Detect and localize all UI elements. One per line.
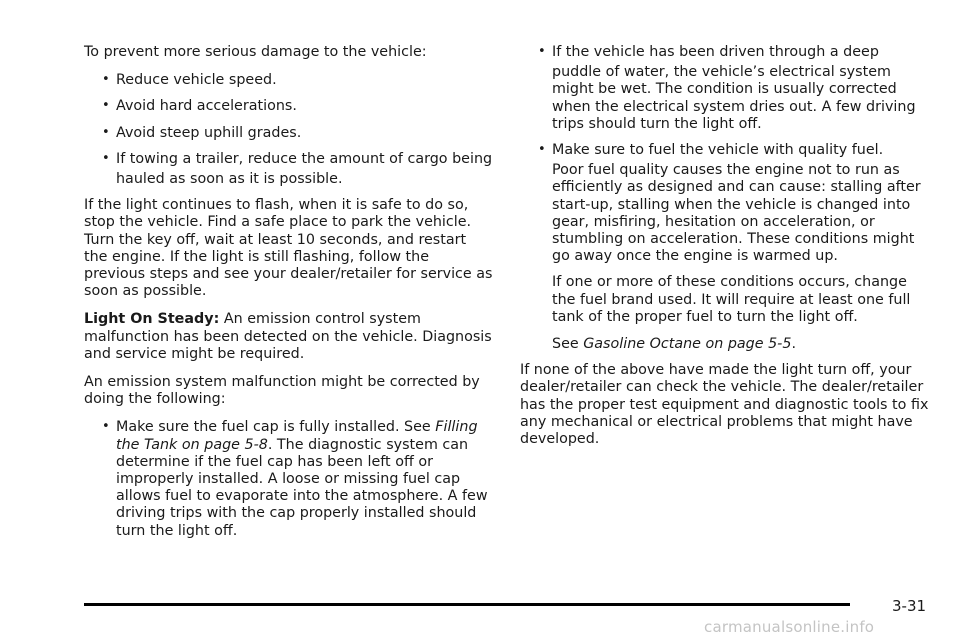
steady-label: Light On Steady: bbox=[84, 311, 220, 328]
bullet-text: Poor fuel quality causes the engine not to run as efficiently as designed and can cause: stalling after start-up, stalling when the vehicle is changed into gear, misfiring, hesitation on acceleration, or stumbling on acceleration. These conditions might go away once the engine is warmed up. bbox=[552, 162, 921, 265]
right-column bbox=[520, 44, 930, 459]
bullet-icon: • bbox=[102, 150, 110, 166]
bullet-icon: • bbox=[538, 142, 546, 158]
bullet-icon: • bbox=[102, 124, 110, 140]
bullet-text-first-line: If the vehicle has been driven through a deep bbox=[552, 44, 879, 60]
bullet-item bbox=[84, 98, 494, 115]
see-reference-paragraph bbox=[520, 336, 930, 353]
bullet-icon: • bbox=[102, 98, 110, 114]
footer-rule bbox=[84, 603, 850, 606]
left-column bbox=[84, 44, 494, 549]
final-paragraph: If none of the above have made the light turn off, your dealer/retailer can check the vehicle. The dealer/retailer has the proper test equipment and diagnostic tools to fix any mechanical or electrical problems that might have developed. bbox=[520, 362, 929, 448]
page-number: 3-31 bbox=[892, 597, 927, 615]
bullet-text: Make sure the fuel cap is fully installed. See bbox=[116, 419, 436, 436]
correction-paragraph: An emission system malfunction might be corrected by doing the following: bbox=[84, 374, 480, 408]
flash-paragraph: If the light continues to flash, when it is safe to do so, stop the vehicle. Find a safe place to park the vehicle. Turn the key off, wait at least 10 seconds, and restart the engine. If the light is still flashing, follow the previous steps and see your dealer/retailer for service as soon as possible. bbox=[84, 197, 493, 300]
bullet-item bbox=[84, 419, 494, 539]
cross-reference-link: Filling the Tank on page 5-8 bbox=[116, 419, 478, 453]
see-end: . bbox=[791, 336, 796, 353]
bullet-text: Avoid steep uphill grades. bbox=[116, 124, 302, 141]
bullet-text-first-line: Make sure to fuel the vehicle with quality fuel. bbox=[552, 142, 884, 159]
bullet-item bbox=[84, 125, 494, 142]
bullet-icon: • bbox=[102, 72, 110, 88]
see-word: See bbox=[552, 336, 584, 353]
bullet-item bbox=[84, 72, 494, 89]
bullet-item bbox=[520, 44, 930, 133]
steady-text: An emission control system malfunction has been detected on the vehicle. Diagnosis and service might be required. bbox=[84, 311, 492, 362]
bullet-text: Reduce vehicle speed. bbox=[116, 72, 277, 89]
watermark: carmanualsonline.info bbox=[704, 618, 875, 636]
bullet-text: puddle of water, the vehicle’s electrical system might be wet. The condition is usually corrected when the electrical system dries out. A few driving trips should turn the light off. bbox=[552, 64, 916, 132]
bullet-icon: • bbox=[102, 419, 110, 435]
bullet-item bbox=[520, 142, 930, 265]
intro-text: To prevent more serious damage to the vehicle: bbox=[84, 44, 427, 60]
cross-reference-link: Gasoline Octane on page 5-5 bbox=[583, 336, 792, 353]
bullet-text: Avoid hard accelerations. bbox=[116, 98, 297, 115]
bullet-icon: • bbox=[538, 44, 546, 59]
bullet-text: hauled as soon as it is possible. bbox=[116, 171, 343, 188]
bullet-text: . The diagnostic system can determine if the fuel cap has been left off or improperly installed. A loose or missing fuel cap allows fuel to evaporate into the atmosphere. A few driving trips with the cap properly installed should turn the light off. bbox=[116, 436, 488, 539]
fuel-change-paragraph: If one or more of these conditions occurs, change the fuel brand used. It will require at least one full tank of the proper fuel to turn the light off. bbox=[552, 274, 911, 325]
bullet-text-first-line: If towing a trailer, reduce the amount of cargo being bbox=[116, 150, 493, 167]
bullet-item bbox=[84, 151, 494, 188]
steady-paragraph bbox=[84, 311, 494, 363]
